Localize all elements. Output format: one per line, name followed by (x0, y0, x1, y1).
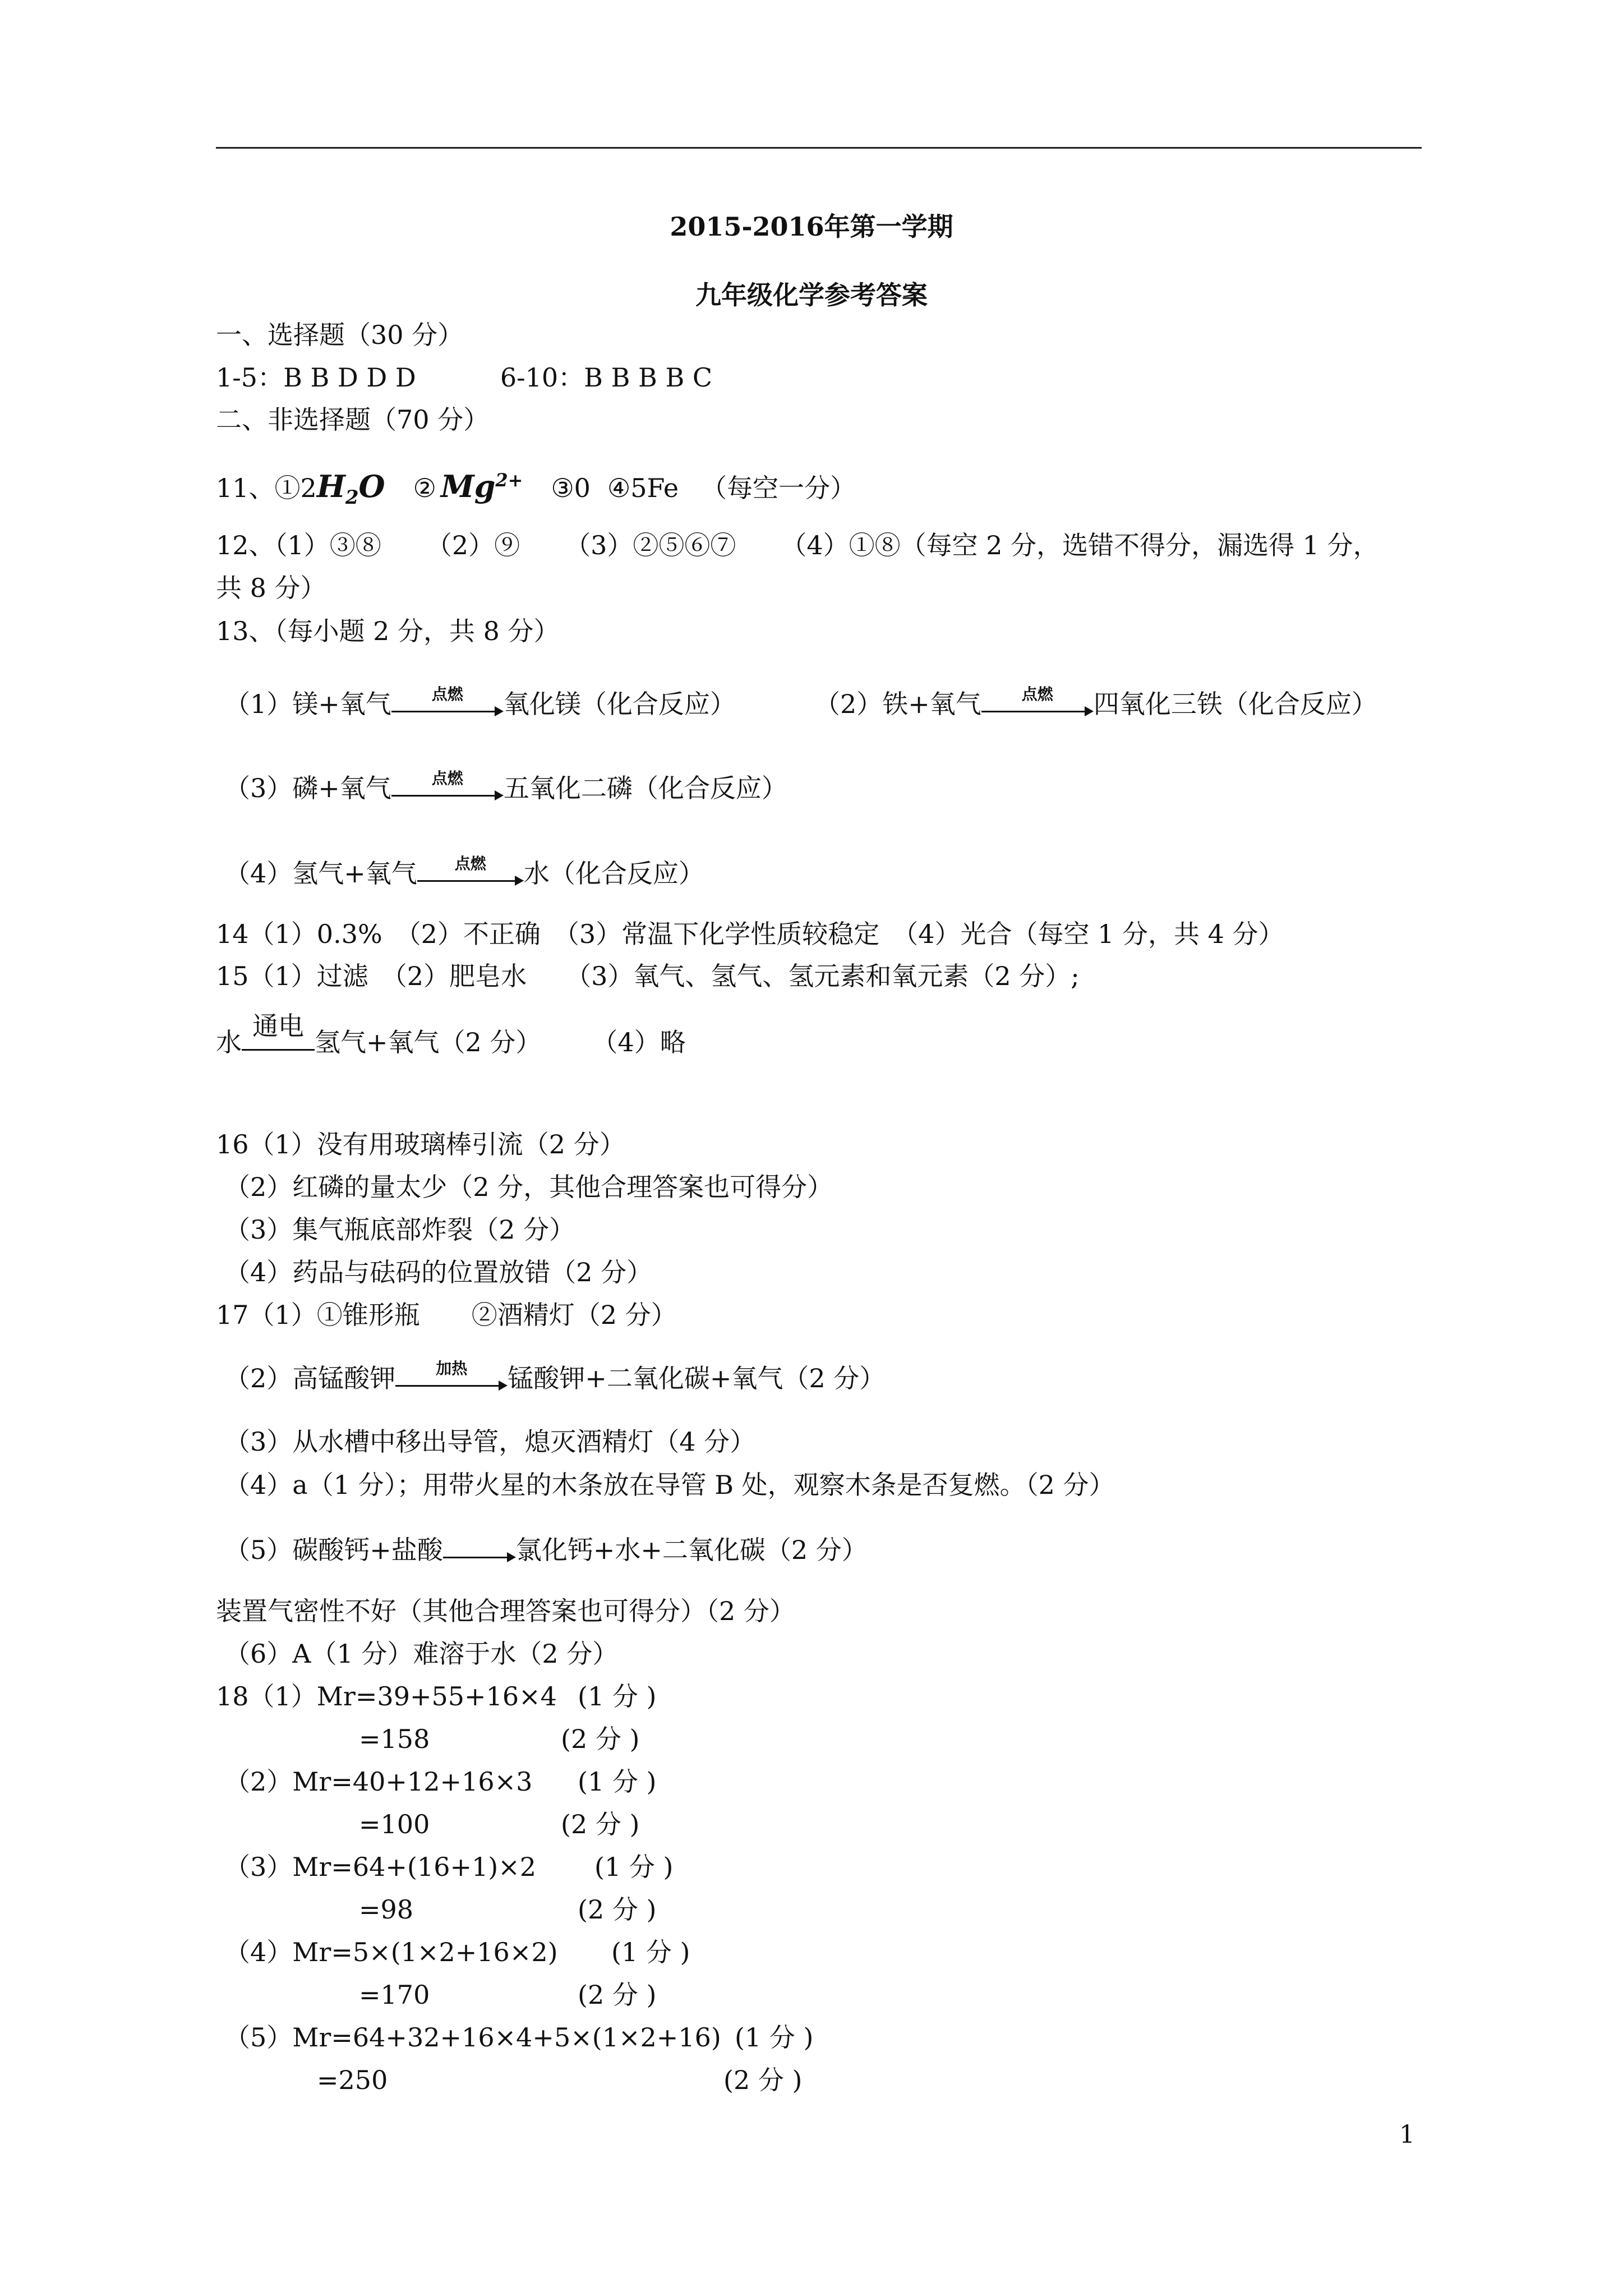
reaction-arrow-icon: 加热 (395, 1365, 508, 1396)
q11-note: （每空一分） (701, 473, 856, 503)
q15-answer: 15（1）过滤 （2）肥皂水 （3）氧气、氢气、氢元素和氧元素（2 分）; (216, 961, 1080, 991)
term-title: 2015-2016年第一学期 (670, 211, 953, 242)
q18-result-2: =100 (359, 1809, 430, 1839)
q17-part5 (224, 1533, 868, 1568)
q11-part1: 11、①2 (216, 473, 317, 503)
reaction-arrow-icon: 点燃 (391, 775, 504, 806)
q18-expr-4: （4）Mr=5×(1×2+16×2) (224, 1937, 558, 1967)
reaction-arrow-icon: 点燃 (391, 691, 504, 722)
q18-score-1b: (2 分 ) (561, 1724, 640, 1754)
q18-score-4a: (1 分 ) (611, 1937, 690, 1967)
q18-result-4: =170 (359, 1980, 430, 2010)
reaction-4-products: 水（化合反应） (523, 858, 704, 889)
q12-part4: （4）①⑧（每空 2 分，选错不得分，漏选得 1 分， (781, 530, 1379, 560)
q18-expr-3: （3）Mr=64+(16+1)×2 (224, 1852, 537, 1882)
q18-result-3: =98 (359, 1894, 414, 1925)
document-title: 九年级化学参考答案 (695, 280, 928, 310)
mc-answers-6-10: 6-10：B B B B C (500, 362, 713, 393)
q18-expr-1: 18（1）Mr=39+55+16×4 (216, 1681, 557, 1711)
q11-part4: ④5Fe (607, 473, 679, 503)
electrolysis-line-icon: 通电 (242, 1020, 315, 1059)
section-non-choice: 二、非选择题（70 分） (216, 404, 490, 435)
q13-reaction-2 (814, 687, 1377, 722)
q18-score-5b: (2 分 ) (723, 2065, 803, 2095)
reaction-3-products: 五氧化二磷（化合反应） (503, 773, 787, 803)
q14-answer: 14（1）0.3% （2）不正确 （3）常温下化学性质较稳定 （4）光合（每空 1 分，共 4 分） (216, 919, 1284, 949)
q11-part3: ③0 (551, 473, 591, 503)
reaction-arrow-icon (443, 1536, 516, 1568)
q16-part4: （4）药品与砝码的位置放错（2 分） (224, 1257, 653, 1287)
electrolysis-products: 氢气+氧气（2 分） (315, 1027, 542, 1057)
reaction-arrow-icon: 点燃 (981, 691, 1094, 722)
q15-electrolysis (216, 1011, 686, 1059)
q13-reaction-3 (224, 771, 787, 806)
q17-part1: 17（1）①锥形瓶 ②酒精灯（2 分） (216, 1300, 677, 1330)
q11-part2-label: ② (413, 473, 436, 503)
q12-part2: （2）⑨ (426, 530, 520, 560)
reaction-3-reactants: （3）磷+氧气 (224, 773, 391, 803)
q13-heading: 13、（每小题 2 分，共 8 分） (216, 616, 560, 646)
q17-part5-note: 装置气密性不好（其他合理答案也可得分）（2 分） (216, 1596, 795, 1626)
q18-score-2a: (1 分 ) (578, 1766, 657, 1797)
q11-answer (216, 463, 856, 514)
electrolysis-reactant: 水 (216, 1027, 242, 1057)
q12-part3: （3）②⑤⑥⑦ (565, 530, 736, 560)
q18-expr-2: （2）Mr=40+12+16×3 (224, 1766, 533, 1797)
q18-expr-5: （5）Mr=64+32+16×4+5×(1×2+16) (224, 2022, 721, 2053)
q16-part3: （3）集气瓶底部炸裂（2 分） (224, 1214, 575, 1245)
carbonate-reactants: （5）碳酸钙+盐酸 (224, 1535, 443, 1565)
q17-part3: （3）从水槽中移出导管，熄灭酒精灯（4 分） (224, 1427, 756, 1457)
q18-score-5a: (1 分 ) (735, 2022, 814, 2053)
mc-answers (216, 361, 712, 394)
q15-part4: （4）略 (592, 1027, 686, 1057)
page-number: 1 (1399, 2120, 1415, 2149)
reaction-1-reactants: （1）镁+氧气 (224, 689, 391, 719)
reaction-arrow-icon: 点燃 (417, 860, 524, 891)
q18-score-4b: (2 分 ) (578, 1980, 657, 2010)
q17-part6: （6）A（1 分）难溶于水（2 分） (224, 1639, 619, 1669)
q12-continued: 共 8 分） (216, 573, 326, 603)
q13-reaction-4 (224, 854, 704, 891)
section-multiple-choice: 一、选择题（30 分） (216, 320, 464, 350)
q18-result-1: =158 (359, 1724, 430, 1754)
permanganate-products: 锰酸钾+二氧化碳+氧气（2 分） (508, 1363, 886, 1393)
permanganate-reactant: （2）高锰酸钾 (224, 1363, 396, 1393)
mc-answers-1-5: 1-5：B B D D D (216, 362, 416, 393)
header-rule (216, 147, 1422, 149)
reaction-2-products: 四氧化三铁（化合反应） (1093, 689, 1377, 719)
carbonate-products: 氯化钙+水+二氧化碳（2 分） (515, 1535, 868, 1565)
q18-score-3a: (1 分 ) (594, 1852, 674, 1882)
water-formula: $H_2O$ (316, 468, 385, 509)
q18-score-2b: (2 分 ) (561, 1809, 640, 1839)
q12-part1: 12、（1）③⑧ (216, 530, 381, 560)
reaction-1-products: 氧化镁（化合反应） (503, 689, 736, 719)
q18-result-5: =250 (317, 2065, 388, 2095)
magnesium-ion-formula: $Mg^{2+}$ (440, 468, 523, 504)
reaction-4-reactants: （4）氢气+氧气 (224, 858, 417, 889)
q13-reaction-1 (224, 687, 736, 722)
q12-answer (216, 528, 1379, 562)
q17-part4: （4）a（1 分）；用带火星的木条放在导管 B 处，观察木条是否复燃。（2 分） (224, 1470, 1115, 1500)
q16-part2: （2）红磷的量太少（2 分，其他合理答案也可得分） (224, 1172, 833, 1202)
q18-score-3b: (2 分 ) (578, 1894, 657, 1925)
q16-part1: 16（1）没有用玻璃棒引流（2 分） (216, 1129, 625, 1159)
reaction-2-reactants: （2）铁+氧气 (814, 689, 981, 719)
q18-score-1a: (1 分 ) (578, 1681, 657, 1711)
q17-part2 (224, 1361, 885, 1396)
